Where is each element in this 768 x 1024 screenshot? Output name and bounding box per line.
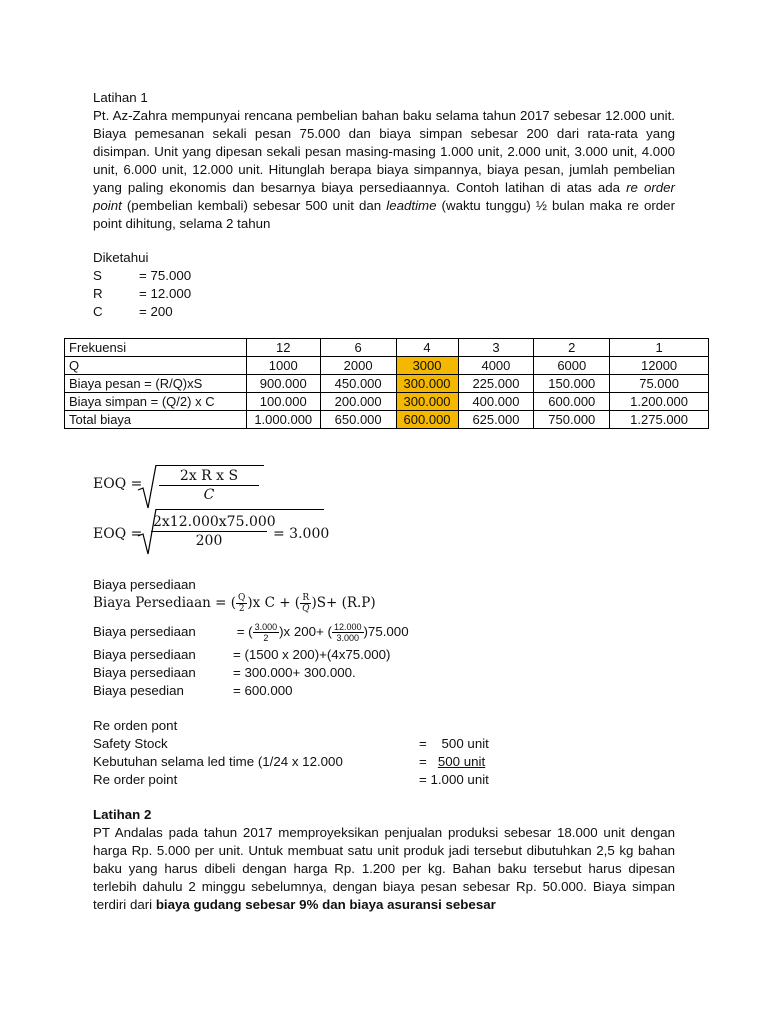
line-label: Biaya pesedian [93,683,184,698]
rop-value: = 1.000 unit [419,772,489,787]
table-cell: 3 [458,339,534,357]
table-cell: 600.000 [396,411,458,429]
table-cell: 1.200.000 [610,393,709,411]
diketahui-value: = 12.000 [139,286,192,301]
table-row [65,375,709,393]
line-label: Biaya persediaan [93,647,196,662]
biaya-persediaan-heading: Biaya persediaan [93,577,196,592]
formula-label: Biaya Persediaan [93,595,211,611]
eoq-fraction [151,513,276,550]
table-cell: 900.000 [246,375,320,393]
table-row [65,393,709,411]
rop-result [93,771,513,789]
fraction-denominator: 200 [195,533,223,549]
row-header: Total biaya [65,411,247,429]
diketahui-label: Diketahui [93,250,149,265]
rop-value: = 500 unit [419,736,489,751]
problem-text: Pt. Az-Zahra mempunyai rencana pembelian bahan baku selama tahun 2017 sebesar 12.000 unit. Biaya pemesanan sekali pesan 75.000 dan biaya simpan sebesar 200 dari rata-rata yang disimpan. Unit yang dipesan sekali pesan masing-masing 1.000 unit, 2.000 unit, 3.000 unit, 4.000 unit, 6.000 unit, 12.000 unit. Hitunglah berapa biaya simpannya, biaya pesan, jumlah pembelian yang paling ekonomis dan besarnya biaya persediaannya. Contoh latihan di atas ada [93,108,675,195]
table-cell: 1 [610,339,709,357]
fraction-numerator: 2x R x S [159,467,259,486]
fraction-numerator: 3.000 [254,622,278,632]
problem-text: (waktu tunggu) ½ bulan maka re order point dihitung, selama 2 tahun [93,198,675,231]
table-cell: 450.000 [320,375,396,393]
rop-safety-stock [93,735,513,753]
table-cell: 300.000 [396,393,458,411]
diketahui-key: C [93,304,103,319]
diketahui-value: = 75.000 [139,268,192,283]
table-row [65,339,709,357]
problem-text: (pembelian kembali) sebesar 500 unit dan [121,198,387,213]
diketahui-s [93,267,393,285]
table-cell: 75.000 [610,375,709,393]
line-value: = 600.000 [233,683,293,698]
table-cell: 150.000 [534,375,610,393]
table-cell: 400.000 [458,393,534,411]
table-cell: 6 [320,339,396,357]
diketahui-key: R [93,286,103,301]
table-cell: 6000 [534,357,610,375]
line-value: = 300.000+ 300.000. [233,665,356,680]
line-label: Biaya persediaan [93,624,196,640]
rop-eq: = [419,754,427,769]
table-cell: 1.275.000 [610,411,709,429]
sqrt-icon [137,464,157,510]
table-cell: 2 [534,339,610,357]
row-header: Q [65,357,247,375]
table-cell: 225.000 [458,375,534,393]
fraction-numerator: 2x12.000x75.000 [153,514,276,530]
table-cell: 600.000 [534,393,610,411]
biaya-persediaan-formula [93,593,376,614]
rop-label: Safety Stock [93,736,168,751]
fraction-numerator: 12.000 [333,622,362,632]
latihan2-bold-text: biaya gudang sebesar 9% dan biaya asuransi sebesar [155,897,496,912]
fraction-denominator: 3.000 [336,633,359,643]
biaya-persediaan-line2 [93,622,409,643]
rop-heading: Re orden pont [93,718,178,733]
italic-term: leadtime [386,198,437,213]
table-cell: 1000 [246,357,320,375]
fraction-numerator: R [300,593,311,604]
formula-text: )75.000 [363,624,409,640]
table-cell: 12000 [610,357,709,375]
table-cell: 4000 [458,357,534,375]
eoq-label: EOQ = [93,526,143,542]
latihan1-problem [93,107,675,233]
row-header: Biaya pesan = (R/Q)xS [65,375,247,393]
row-header: Biaya simpan = (Q/2) x C [65,393,247,411]
table-cell: 100.000 [246,393,320,411]
table-cell: 2000 [320,357,396,375]
line-value: = (1500 x 200)+(4x75.000) [233,647,391,662]
eoq-fraction [159,467,259,504]
italic-term: re order point [93,180,675,213]
diketahui-value: = 200 [139,304,173,319]
table-cell: 650.000 [320,411,396,429]
table-cell: 1.000.000 [246,411,320,429]
rop-label: Re order point [93,772,178,787]
formula-text: = ( [215,595,237,611]
latihan1-title: Latihan 1 [93,90,148,105]
biaya-persediaan-line3 [93,646,390,664]
fraction-r-q [300,593,311,614]
fraction-denominator: 2 [263,633,269,643]
formula-text: )x 200+ ( [279,624,332,640]
fraction-12000-3000 [332,622,364,643]
diketahui-c [93,303,393,321]
fraction-q-2 [236,593,247,614]
latihan2-text: PT Andalas pada tahun 2017 memproyeksikan penjualan produksi sebesar 18.000 unit dengan harga Rp. 5.000 per unit. Untuk membuat satu unit produk jadi tersebut dibutuhkan 2,5 kg bahan baku yang harus dibeli dengan harga Rp. 1.200 per kg. Bahan baku tersebut harus dipesan terlebih dahulu 2 minggu sebelumnya, dengan biaya pesan sebesar Rp. 50.000. Biaya simpan terdiri dari [93,825,675,912]
table-cell: 750.000 [534,411,610,429]
rop-kebutuhan [93,753,513,771]
biaya-persediaan-line5 [93,682,293,700]
fraction-3000-2 [253,622,280,643]
fraction-denominator: 2 [238,604,245,614]
formula-text: )x C + ( [247,595,301,611]
table-row [65,357,709,375]
table-cell: 625.000 [458,411,534,429]
formula-text: )S+ (R.P) [311,595,376,611]
eoq-table [64,338,709,429]
diketahui-r [93,285,393,303]
eoq-result: = 3.000 [273,526,330,542]
table-cell: 200.000 [320,393,396,411]
rop-underlined-value: 500 unit [437,754,486,769]
table-cell: 3000 [396,357,458,375]
table-row [65,411,709,429]
eoq-label: EOQ = [93,476,143,492]
table-cell: 300.000 [396,375,458,393]
fraction-numerator: Q [238,593,246,603]
fraction-denominator: C [203,487,215,503]
row-header: Frekuensi [65,339,247,357]
diketahui-key: S [93,268,102,283]
table-cell: 12 [246,339,320,357]
rop-label: Kebutuhan selama led time (1/24 x 12.000 [93,754,343,769]
biaya-persediaan-line4 [93,664,356,682]
rop-value [419,753,485,771]
line-label: Biaya persediaan [93,665,196,680]
fraction-denominator: Q [302,604,310,614]
latihan2-problem [93,824,675,914]
formula-text: = ( [236,624,253,640]
table-cell: 4 [396,339,458,357]
latihan2-title: Latihan 2 [93,807,152,822]
